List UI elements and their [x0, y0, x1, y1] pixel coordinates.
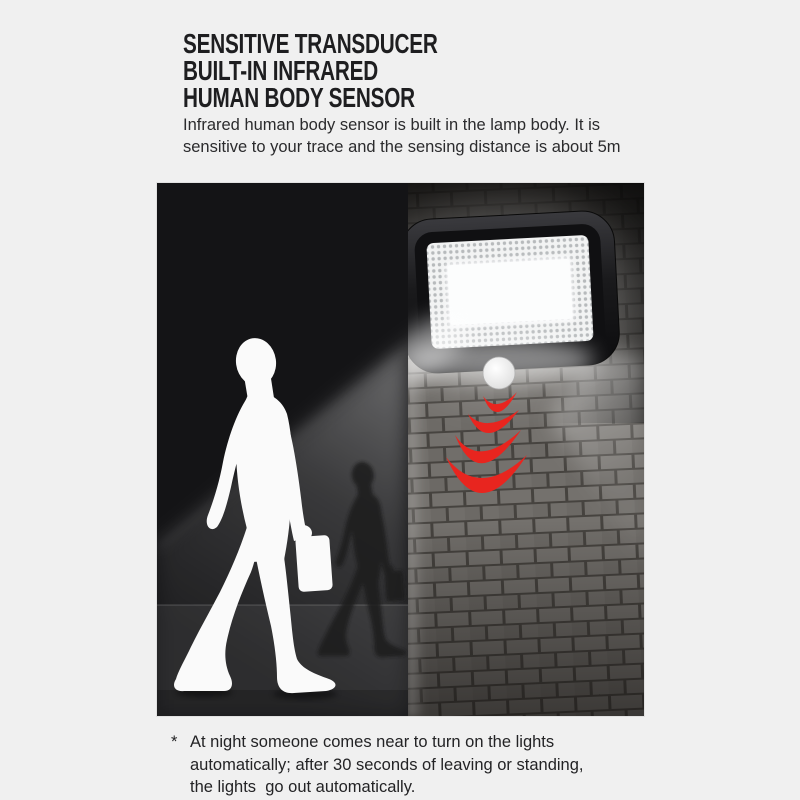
heading-line-2: BUILT-IN INFRARED: [183, 55, 378, 86]
footnote-line-1: At night someone comes near to turn on the lights: [190, 733, 555, 751]
product-heading: [183, 30, 438, 111]
footnote-line-3: the lights go out automatically.: [190, 778, 416, 796]
night-scene-illustration: [157, 183, 644, 716]
footnote-line-2: automatically; after 30 seconds of leaving or standing,: [190, 755, 584, 774]
footnote-marker: *: [171, 733, 178, 751]
product-description: [183, 114, 621, 158]
heading-line-3: HUMAN BODY SENSOR: [183, 82, 415, 113]
product-photo: [157, 183, 644, 716]
description-line-2: sensitive to your trace and the sensing distance is about 5m: [183, 138, 621, 156]
description-line-1: Infrared human body sensor is built in the lamp body. It is: [183, 116, 600, 134]
heading-line-1: SENSITIVE TRANSDUCER: [183, 28, 438, 59]
footnote: [171, 731, 583, 799]
pir-sensor-icon: [483, 357, 515, 389]
